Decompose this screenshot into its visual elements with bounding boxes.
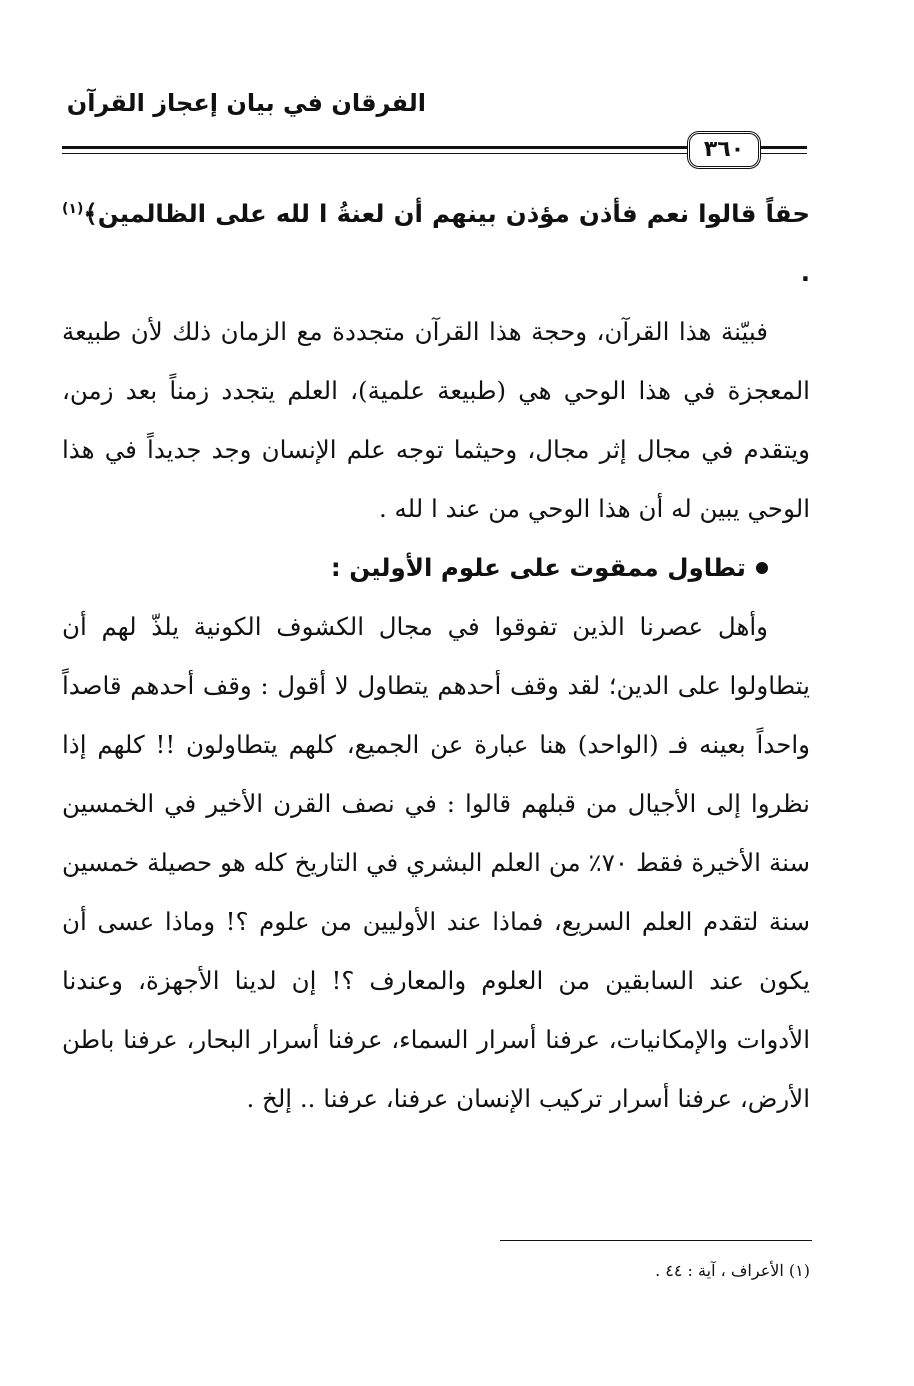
section-heading (62, 538, 810, 597)
bullet-icon (756, 562, 768, 574)
footnote: (١) الأعراف ، آية : ٤٤ . (655, 1261, 810, 1280)
page-number: ٣٦٠ (703, 137, 745, 162)
footnote-separator (500, 1240, 812, 1241)
page-number-frame (687, 131, 761, 169)
quote-text: حقاً قالوا نعم فأذن مؤذن بينهم أن لعنةُ ا لله على الظالمين﴾ (83, 199, 810, 229)
section-heading-text: تطاول ممقوت على علوم الأولين : (330, 553, 746, 583)
footnote-reference: (١) (62, 201, 84, 217)
paragraph-2: وأهل عصرنا الذين تفوقوا في مجال الكشوف الكونية يلذّ لهم أن يتطاولوا على الدين؛ لقد وقف أحدهم يتطاول لا أقول : وقف أحدهم قاصداً واحداً بعينه فـ (الواحد) هنا عبارة عن الجميع، كلهم يتطاولون !! كلهم إذا نظروا إلى الأجيال من قبلهم قالوا : في نصف القرن الأخير في الخمسين سنة الأخيرة فقط ٧٠٪ من العلم البشري في التاريخ كله هو حصيلة خمسين سنة لتقدم العلم السريع، فماذا عند الأوليين من علوم ؟! وماذا عسى أن يكون عند السابقين من العلوم والمعارف ؟! إن لدينا الأجهزة، وعندنا الأدوات والإمكانيات، عرفنا أسرار السماء، عرفنا أسرار البحار، عرفنا باطن الأرض، عرفنا أسرار تركيب الإنسان عرفنا، عرفنا .. إلخ . (62, 612, 811, 1114)
quranic-quote-line (62, 180, 810, 302)
paragraph-1: فبيّنة هذا القرآن، وحجة هذا القرآن متجددة مع الزمان ذلك لأن طبيعة المعجزة في هذا الوحي هي (طبيعة علمية)، العلم يتجدد زمناً بعد زمن، ويتقدم في مجال إثر مجال، وحيثما توجه علم الإنسان وجد جديداً في هذا الوحي يبين له أن هذا الوحي من عند ا لله . (62, 317, 810, 524)
quote-end: . (800, 258, 810, 288)
running-header-title: الفرقان في بيان إعجاز القرآن (66, 89, 426, 117)
main-text (62, 180, 810, 1128)
